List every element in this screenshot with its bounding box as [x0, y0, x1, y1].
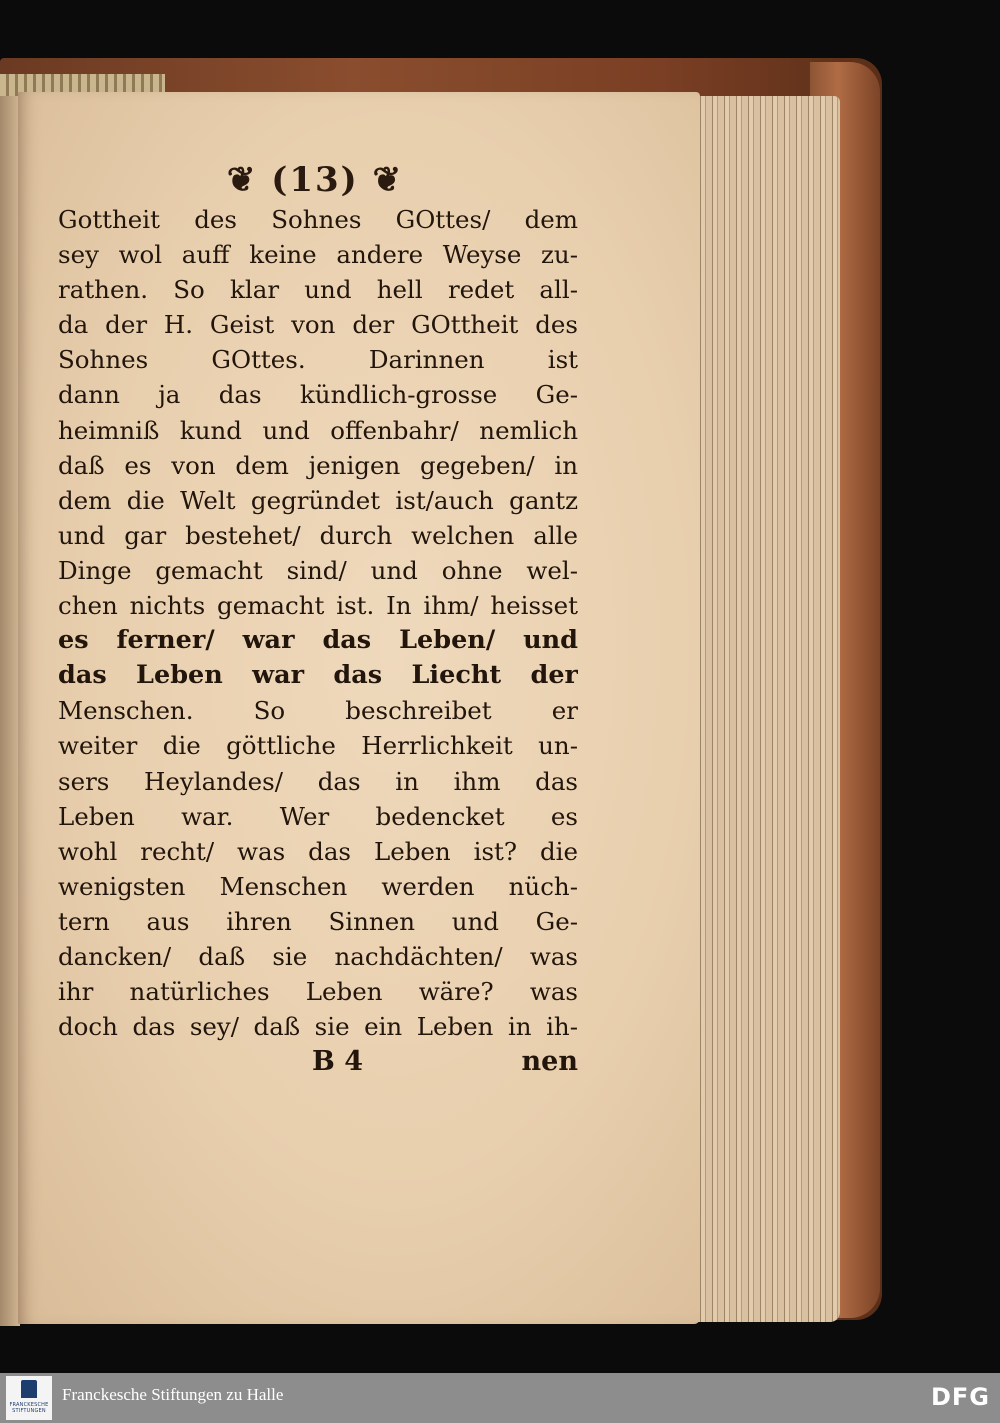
text-line: tern aus ihren Sinnen und Ge-: [58, 906, 578, 936]
logo-text: FRANCKESCHE STIFTUNGEN: [9, 1402, 49, 1414]
ornament-left-icon: ❦: [226, 160, 258, 200]
body-text: [58, 202, 578, 1044]
signature-line: [58, 1046, 578, 1086]
ornament-right-icon: ❦: [372, 160, 404, 200]
page-fore-edge: [694, 96, 840, 1322]
text-line: dancken/ daß sie nachdächten/ was: [58, 941, 578, 971]
text-line: sers Heylandes/ das in ihm das: [58, 766, 578, 796]
page-content: [58, 158, 578, 1086]
building-icon: [21, 1380, 37, 1398]
text-line: Dinge gemacht sind/ und ohne wel-: [58, 555, 578, 585]
text-line: rathen. So klar und hell redet all-: [58, 275, 578, 305]
page-number: (13): [271, 160, 359, 200]
text-line: heimniß kund und offenbahr/ nemlich: [58, 415, 578, 445]
running-head: [52, 158, 578, 202]
text-line: wohl recht/ was das Leben ist? die: [58, 836, 578, 866]
text-line: ihr natürliches Leben wäre? was: [58, 977, 578, 1007]
signature-mark: B 4: [312, 1046, 364, 1078]
text-line: da der H. Geist von der GOttheit des: [58, 310, 578, 340]
institution-name[interactable]: Franckesche Stiftungen zu Halle: [62, 1385, 284, 1404]
text-line: wenigsten Menschen werden nüch-: [58, 871, 578, 901]
text-line: Gottheit des Sohnes GOttes/ dem: [58, 205, 578, 234]
text-line: dem die Welt gegründet ist/auch gantz: [58, 485, 578, 515]
institution-logo[interactable]: [6, 1376, 52, 1420]
text-line: weiter die göttliche Herrlichkeit un-: [58, 731, 578, 761]
text-line: daß es von dem jenigen gegeben/ in: [58, 450, 578, 480]
book-page: [18, 92, 700, 1324]
text-line: und gar bestehet/ durch welchen alle: [58, 520, 578, 550]
text-line: Leben war. Wer bedencket es: [58, 801, 578, 831]
text-line: sey wol auff keine andere Weyse zu-: [58, 240, 578, 270]
left-page-sliver: [0, 96, 20, 1326]
dfg-logo[interactable]: DFG: [930, 1383, 990, 1411]
text-line: es ferner/ war das Leben/ und: [58, 625, 578, 656]
catchword: nen: [521, 1046, 578, 1078]
text-line: doch das sey/ daß sie ein Leben in ih-: [58, 1012, 578, 1042]
text-line: chen nichts gemacht ist. In ihm/ heisset: [58, 591, 578, 621]
text-line: Sohnes GOttes. Darinnen ist: [58, 345, 578, 375]
text-line: dann ja das kündlich-grosse Ge-: [58, 380, 578, 410]
footer-bar: [0, 1373, 1000, 1423]
text-line: das Leben war das Liecht der: [58, 660, 578, 691]
text-line: Menschen. So beschreibet er: [58, 696, 578, 726]
